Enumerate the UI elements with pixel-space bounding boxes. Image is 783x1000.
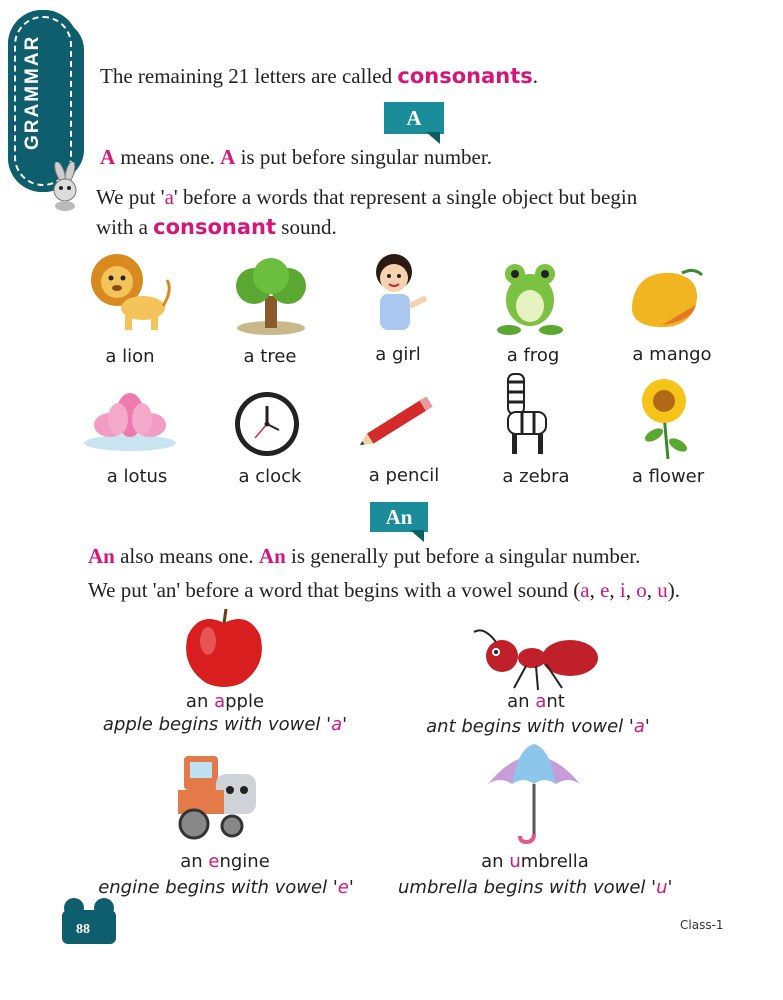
engine-icon bbox=[170, 750, 270, 842]
pencil-icon bbox=[352, 392, 442, 454]
ant-icon bbox=[466, 622, 604, 694]
caption-lion: a lion bbox=[105, 346, 155, 367]
lotus-icon bbox=[80, 385, 180, 455]
caption-tree: a tree bbox=[243, 346, 297, 367]
caption-apple: an apple bbox=[185, 691, 265, 712]
zebra-icon bbox=[498, 368, 556, 458]
a-desc-line2: with a consonant sound. bbox=[96, 215, 337, 239]
flower-icon bbox=[624, 375, 700, 461]
caption-umbrella: an umbrella bbox=[481, 851, 589, 872]
umbrella-icon bbox=[484, 738, 584, 848]
note-umbrella: umbrella begins with vowel 'u' bbox=[398, 877, 673, 898]
an-rule-line: An also means one. An is generally put before a singular number. bbox=[88, 544, 641, 568]
note-apple: apple begins with vowel 'a' bbox=[102, 714, 348, 735]
an-desc-line: We put 'an' before a word that begins with a vowel sound (a, e, i, o, u). bbox=[88, 578, 680, 602]
class-label: Class-1 bbox=[680, 918, 724, 932]
consonants-highlight: consonants bbox=[397, 64, 533, 88]
caption-girl: a girl bbox=[375, 344, 421, 365]
girl-icon bbox=[360, 250, 440, 340]
mango-icon bbox=[622, 265, 708, 333]
caption-zebra: a zebra bbox=[502, 466, 570, 487]
note-ant: ant begins with vowel 'a' bbox=[426, 716, 650, 737]
bunny-icon bbox=[40, 162, 90, 212]
caption-clock: a clock bbox=[238, 466, 302, 487]
ribbon-an: An bbox=[370, 502, 428, 532]
intro-line: The remaining 21 letters are called consonants. bbox=[100, 64, 538, 88]
a-desc-line1: We put 'a' before a words that represent a single object but begin bbox=[96, 185, 638, 209]
a-rule-line: A means one. A is put before singular number. bbox=[100, 145, 492, 169]
apple-icon bbox=[180, 605, 268, 689]
tree-icon bbox=[232, 258, 310, 338]
frog-icon bbox=[495, 260, 565, 338]
caption-frog: a frog bbox=[506, 345, 560, 366]
caption-mango: a mango bbox=[632, 344, 712, 365]
caption-ant: an ant bbox=[507, 691, 565, 712]
lion-icon bbox=[85, 250, 175, 335]
clock-icon bbox=[233, 390, 301, 458]
caption-flower: a flower bbox=[631, 466, 705, 487]
ribbon-a: A bbox=[384, 102, 444, 134]
caption-engine: an engine bbox=[180, 851, 270, 872]
grammar-tab-label: GRAMMAR bbox=[22, 34, 43, 150]
caption-pencil: a pencil bbox=[368, 465, 440, 486]
note-engine: engine begins with vowel 'e' bbox=[98, 877, 354, 898]
caption-lotus: a lotus bbox=[106, 466, 168, 487]
page-number: 88 bbox=[76, 922, 90, 937]
